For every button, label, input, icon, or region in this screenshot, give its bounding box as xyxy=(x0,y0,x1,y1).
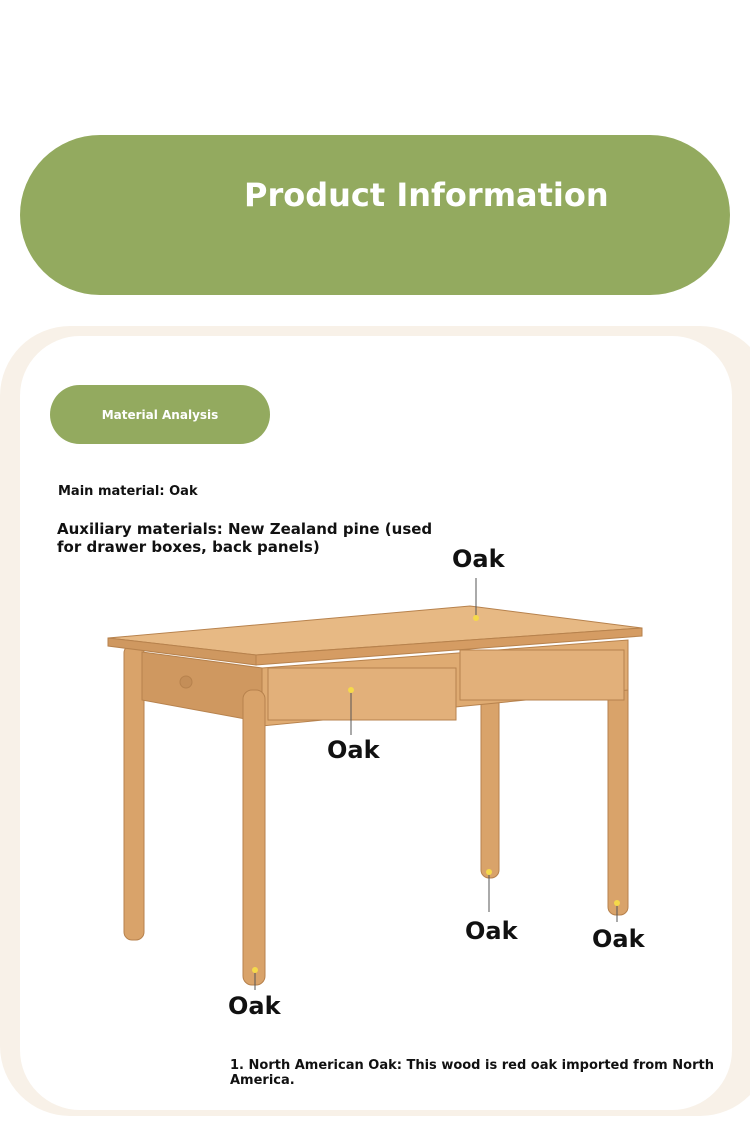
material-analysis-badge: Material Analysis xyxy=(50,385,270,444)
auxiliary-materials-text: Auxiliary materials: New Zealand pine (used for drawer boxes, back panels) xyxy=(57,520,433,556)
desk-leg-front xyxy=(243,690,265,985)
desk-leg-back-mid xyxy=(481,695,499,878)
desk-leg-back-left xyxy=(124,645,144,940)
label-leg-back-right-oak: Oak xyxy=(592,925,645,953)
label-leg-front-oak: Oak xyxy=(228,992,281,1020)
page-title: Product Information xyxy=(244,176,609,214)
label-leg-back-mid-oak: Oak xyxy=(465,917,518,945)
main-material-text: Main material: Oak xyxy=(58,484,198,499)
desk-drawer-left xyxy=(268,668,456,720)
label-tabletop-oak: Oak xyxy=(452,545,505,573)
desk-leg-back-right xyxy=(608,680,628,915)
footnote: 1. North American Oak: This wood is red oak imported from North America. xyxy=(230,1058,714,1088)
label-drawer-oak: Oak xyxy=(327,736,380,764)
desk-drawer-right xyxy=(460,650,624,700)
